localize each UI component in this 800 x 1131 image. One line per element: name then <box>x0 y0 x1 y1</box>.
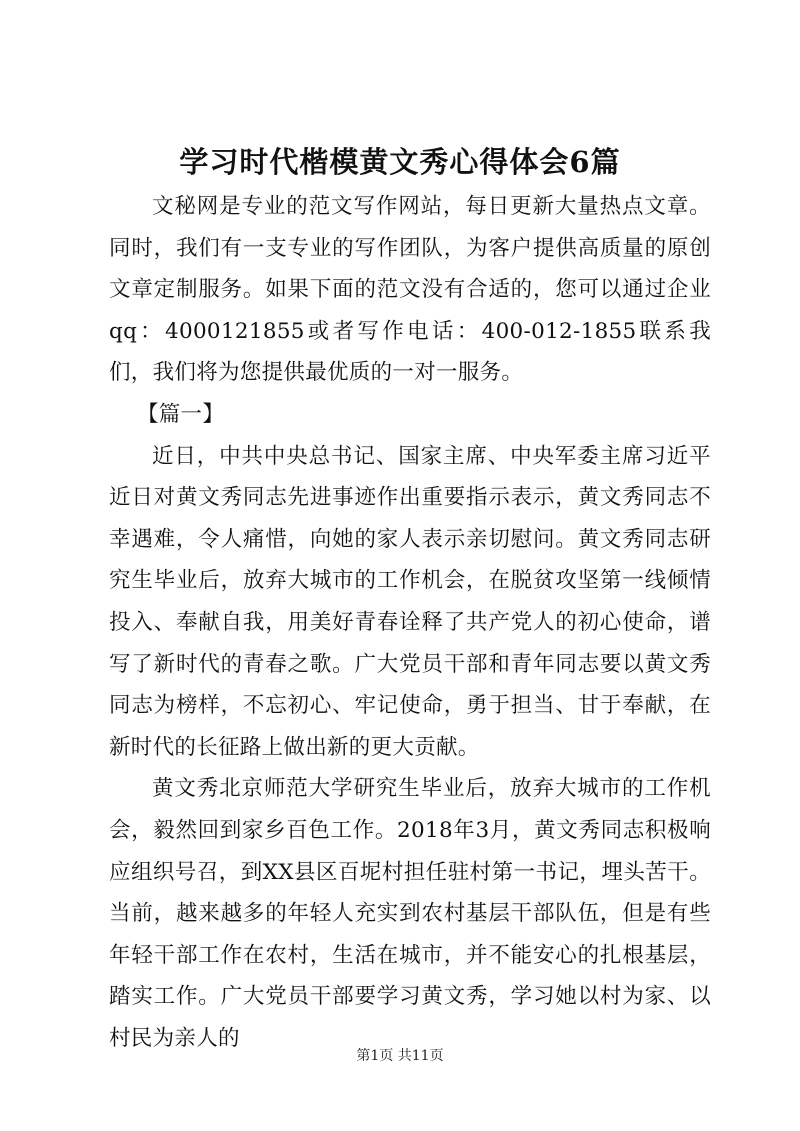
body-paragraph: 黄文秀北京师范大学研究生毕业后，放弃大城市的工作机会，毅然回到家乡百色工作。2018年3月，黄文秀同志积极响应组织号召，到XX县区百坭村担任驻村第一书记，埋头苦干。当前，越来越多的年轻人充实到农村基层干部队伍，但是有些年轻干部工作在农村，生活在城市，并不能安心的扎根基层，踏实工作。广大党员干部要学习黄文秀，学习她以村为家、以村民为亲人的 <box>109 776 711 1051</box>
document-body <box>109 186 711 1059</box>
document-title: 学习时代楷模黄文秀心得体会6篇 <box>179 145 621 179</box>
section-heading: 【篇一】 <box>136 401 225 427</box>
intro-paragraph: 文秘网是专业的范文写作网站，每日更新大量热点文章。同时，我们有一支专业的写作团队，为客户提供高质量的原创文章定制服务。如果下面的范文没有合适的，您可以通过企业qq：4000121855或者写作电话：400-012-1855联系我们，我们将为您提供最优质的一对一服务。 <box>109 194 711 386</box>
body-paragraph: 近日，中共中央总书记、国家主席、中央军委主席习近平近日对黄文秀同志先进事迹作出重要指示表示，黄文秀同志不幸遇难，令人痛惜，向她的家人表示亲切慰问。黄文秀同志研究生毕业后，放弃大城市的工作机会，在脱贫攻坚第一线倾情投入、奉献自我，用美好青春诠释了共产党人的初心使命，谱写了新时代的青春之歌。广大党员干部和青年同志要以黄文秀同志为榜样，不忘初心、牢记使命，勇于担当、甘于奉献，在新时代的长征路上做出新的更大贡献。 <box>109 443 711 760</box>
page-footer: 第1页 共11页 <box>356 1048 444 1064</box>
